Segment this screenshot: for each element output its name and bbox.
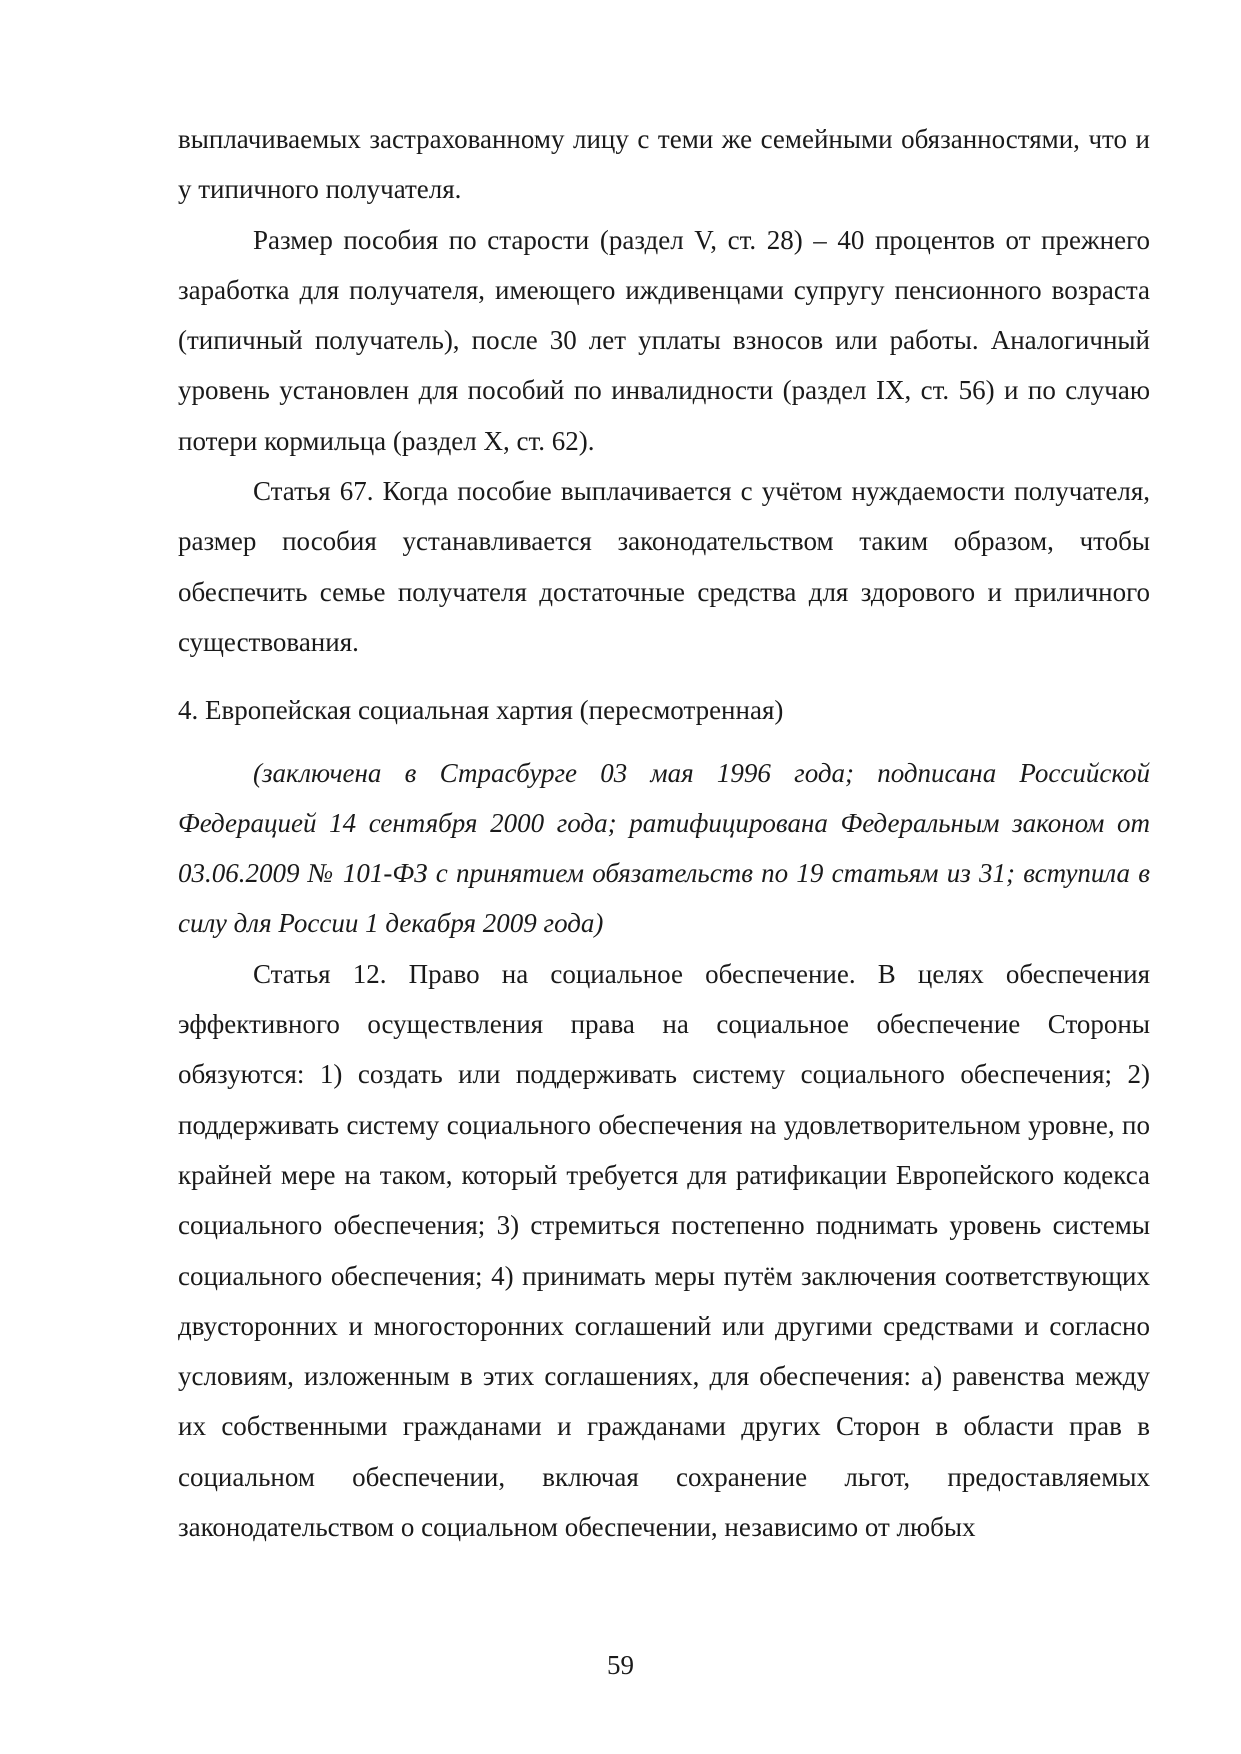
paragraph-article-67: Статья 67. Когда пособие выплачивается с учётом нуждаемости получателя, размер пособия устанавливается законодательством таким образом, чтобы обеспечить семье получателя достаточные средства для здорового и приличного существования. (178, 476, 1150, 657)
section-heading: 4. Европейская социальная хартия (пересмотренная) (178, 695, 784, 726)
paragraph-old-age-benefit: Размер пособия по старости (раздел V, ст. 28) – 40 процентов от прежнего заработка для получателя, имеющего иждивенцами супругу пенсионного возраста (типичный получатель), после 30 лет уплаты взносов или работы. Аналогичный уровень установлен для пособий по инвалидности (раздел IX, ст. 56) и по случаю потери кормильца (раздел X, ст. 62). (178, 224, 1150, 456)
paragraph-article-12: Статья 12. Право на социальное обеспечение. В целях обеспечения эффективного осуществления права на социальное обеспечение Стороны обязуются: 1) создать или поддерживать систему социального обеспечения; 2) поддерживать систему социального обеспечения на удовлетворительном уровне, по крайней мере на таком, который требуется для ратификации Европейского кодекса социального обеспечения; 3) стремиться постепенно поднимать уровень системы социального обеспечения; 4) принимать меры путём заключения соответствующих двусторонних и многосторонних соглашений или другими средствами и согласно условиям, изложенным в этих соглашениях, для обеспечения: а) равенства между их собственными гражданами и гражданами других Сторон в области прав в социальном обеспечении, включая сохранение льгот, предоставляемых законодательством о социальном обеспечении, независимо от любых (178, 958, 1150, 1543)
paragraph-continuation: выплачиваемых застрахованному лицу с теми же семейными обязанностями, что и у типичного получателя. (178, 124, 1150, 205)
document-page (178, 114, 1150, 1552)
section-note: (заключена в Страсбурге 03 мая 1996 года; подписана Российской Федерацией 14 сентября 2000 года; ратифицирована Федеральным законом от 03.06.2009 № 101-ФЗ с принятием обязательств по 19 статьям из 31; вступила в силу для России 1 декабря 2009 года) (178, 757, 1150, 939)
page-number: 59 (607, 1650, 634, 1680)
